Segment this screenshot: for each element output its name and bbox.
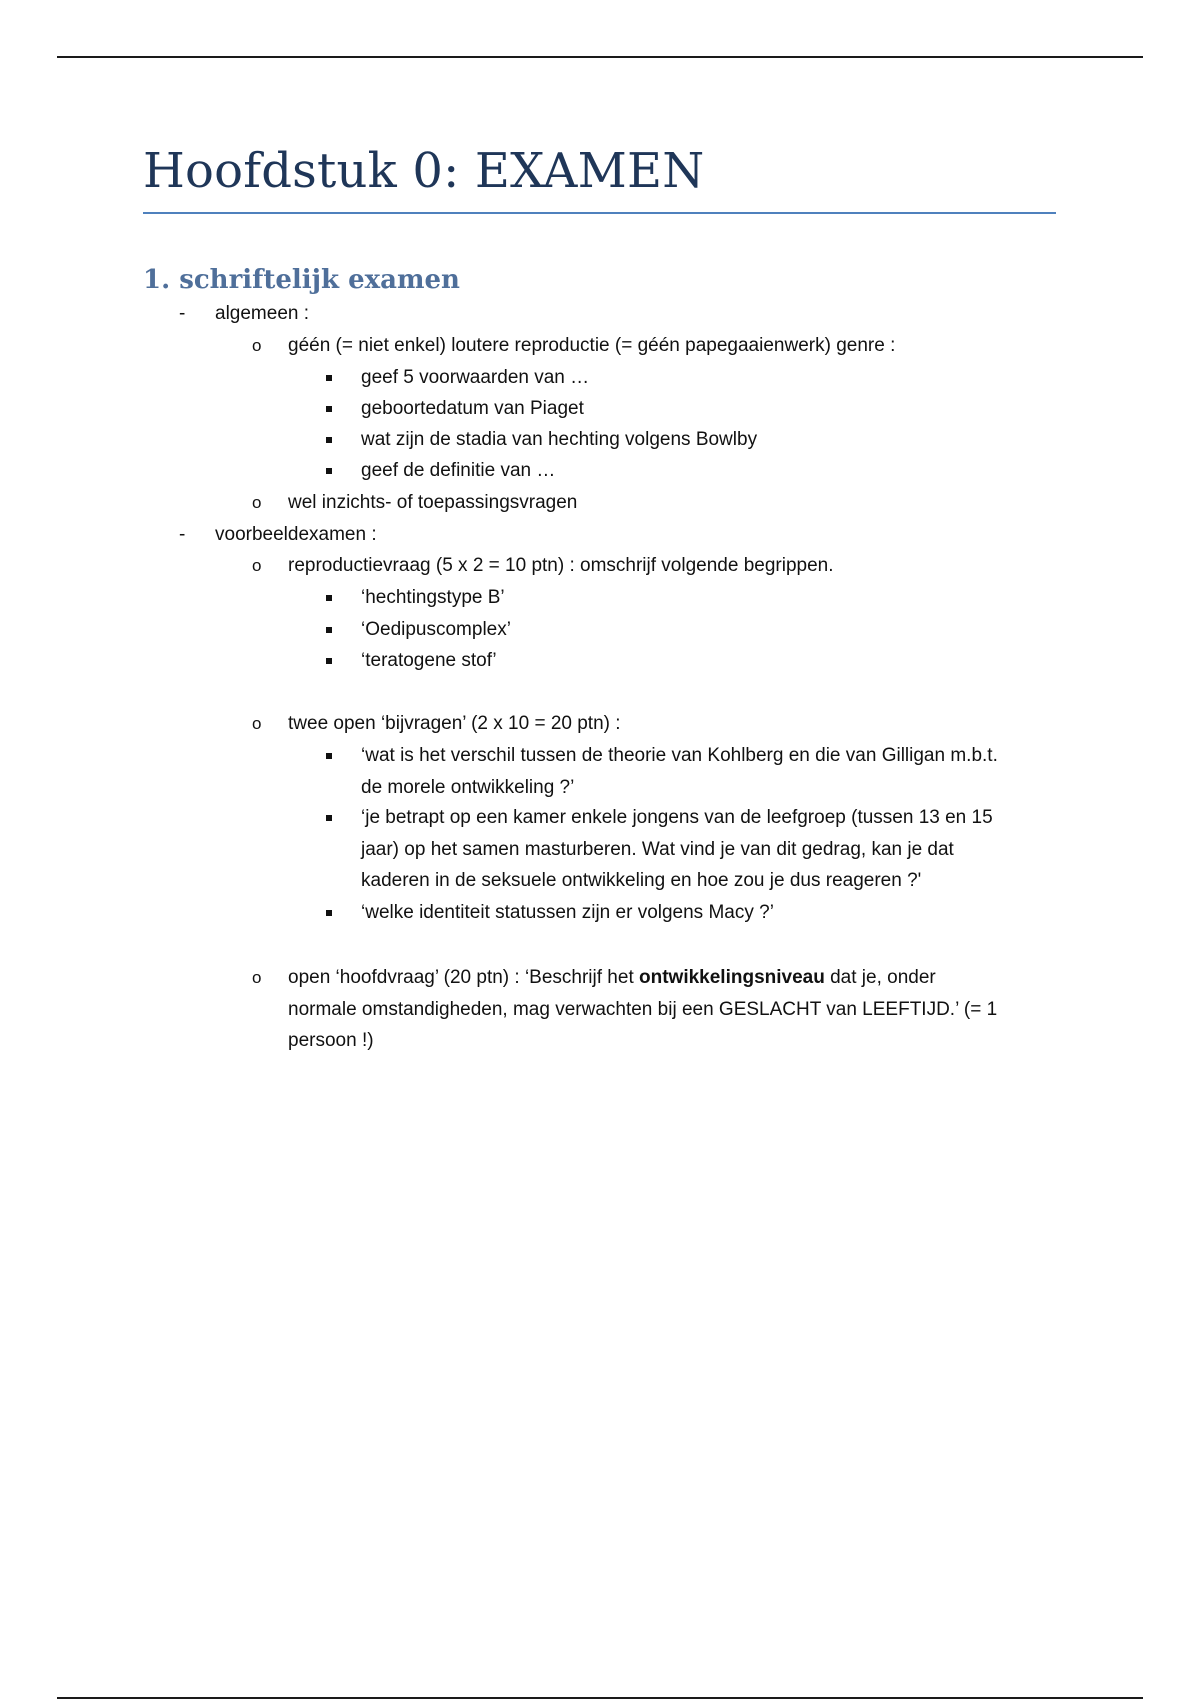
list-item: ‘wat is het verschil tussen de theorie van Kohlberg en die van Gilligan m.b.t. (361, 745, 998, 766)
square-bullet (326, 658, 332, 664)
list-item: ‘je betrapt op een kamer enkele jongens van de leefgroep (tussen 13 en 15 (361, 807, 993, 828)
list-item-no-reproduction: géén (= niet enkel) loutere reproductie (= géén papegaaienwerk) genre : (288, 335, 896, 356)
circle-bullet (252, 966, 261, 990)
main-question-text-end: dat je, onder (824, 967, 936, 988)
list-item-reproduction-question: reproductievraag (5 x 2 = 10 ptn) : omschrijf volgende begrippen. (288, 555, 834, 576)
list-item-continuation: normale omstandigheden, mag verwachten bij een GESLACHT van LEEFTIJD.’ (= 1 (288, 999, 998, 1020)
square-bullet (326, 595, 332, 601)
circle-bullet (252, 334, 261, 358)
square-bullet (326, 815, 332, 821)
circle-bullet (252, 712, 261, 736)
dash-bullet (179, 302, 185, 326)
page-title: Hoofdstuk 0: EXAMEN (143, 143, 705, 199)
list-item: wat zijn de stadia van hechting volgens Bowlby (361, 429, 758, 450)
title-underline (143, 212, 1056, 214)
list-item: ‘teratogene stof’ (361, 650, 497, 671)
circle-bullet (252, 554, 261, 578)
circle-bullet (252, 491, 261, 515)
list-item-continuation: persoon !) (288, 1030, 374, 1051)
square-bullet (326, 910, 332, 916)
page-top-rule (57, 56, 1143, 58)
list-item: ‘Oedipuscomplex’ (361, 619, 511, 640)
list-item: ‘welke identiteit statussen zijn er volgens Macy ?’ (361, 902, 774, 923)
list-item-open-side-questions: twee open ‘bijvragen’ (2 x 10 = 20 ptn) : (288, 713, 621, 734)
list-item-continuation: jaar) op het samen masturberen. Wat vind je van dit gedrag, kan je dat (361, 839, 954, 860)
dash-bullet (179, 523, 185, 547)
square-bullet (326, 468, 332, 474)
list-item: geef de definitie van … (361, 460, 556, 481)
page-bottom-rule (57, 1697, 1143, 1699)
square-bullet (326, 375, 332, 381)
list-item: geboortedatum van Piaget (361, 398, 584, 419)
list-item-continuation: kaderen in de seksuele ontwikkeling en hoe zou je dus reageren ?' (361, 870, 922, 891)
list-item: geef 5 voorwaarden van … (361, 367, 590, 388)
main-question-bold-term: ontwikkelingsniveau (639, 967, 825, 988)
square-bullet (326, 406, 332, 412)
square-bullet (326, 753, 332, 759)
square-bullet (326, 437, 332, 443)
list-item-continuation: de morele ontwikkeling ?’ (361, 777, 575, 798)
list-item-insight-questions: wel inzichts- of toepassingsvragen (288, 492, 578, 513)
list-item-general: algemeen : (215, 303, 310, 324)
section-heading: 1. schriftelijk examen (143, 265, 460, 295)
list-item: ‘hechtingstype B’ (361, 587, 505, 608)
list-item-open-main-question (288, 966, 936, 990)
main-question-text: open ‘hoofdvraag’ (20 ptn) : ‘Beschrijf het (288, 967, 639, 988)
square-bullet (326, 627, 332, 633)
list-item-example-exam: voorbeeldexamen : (215, 524, 377, 545)
